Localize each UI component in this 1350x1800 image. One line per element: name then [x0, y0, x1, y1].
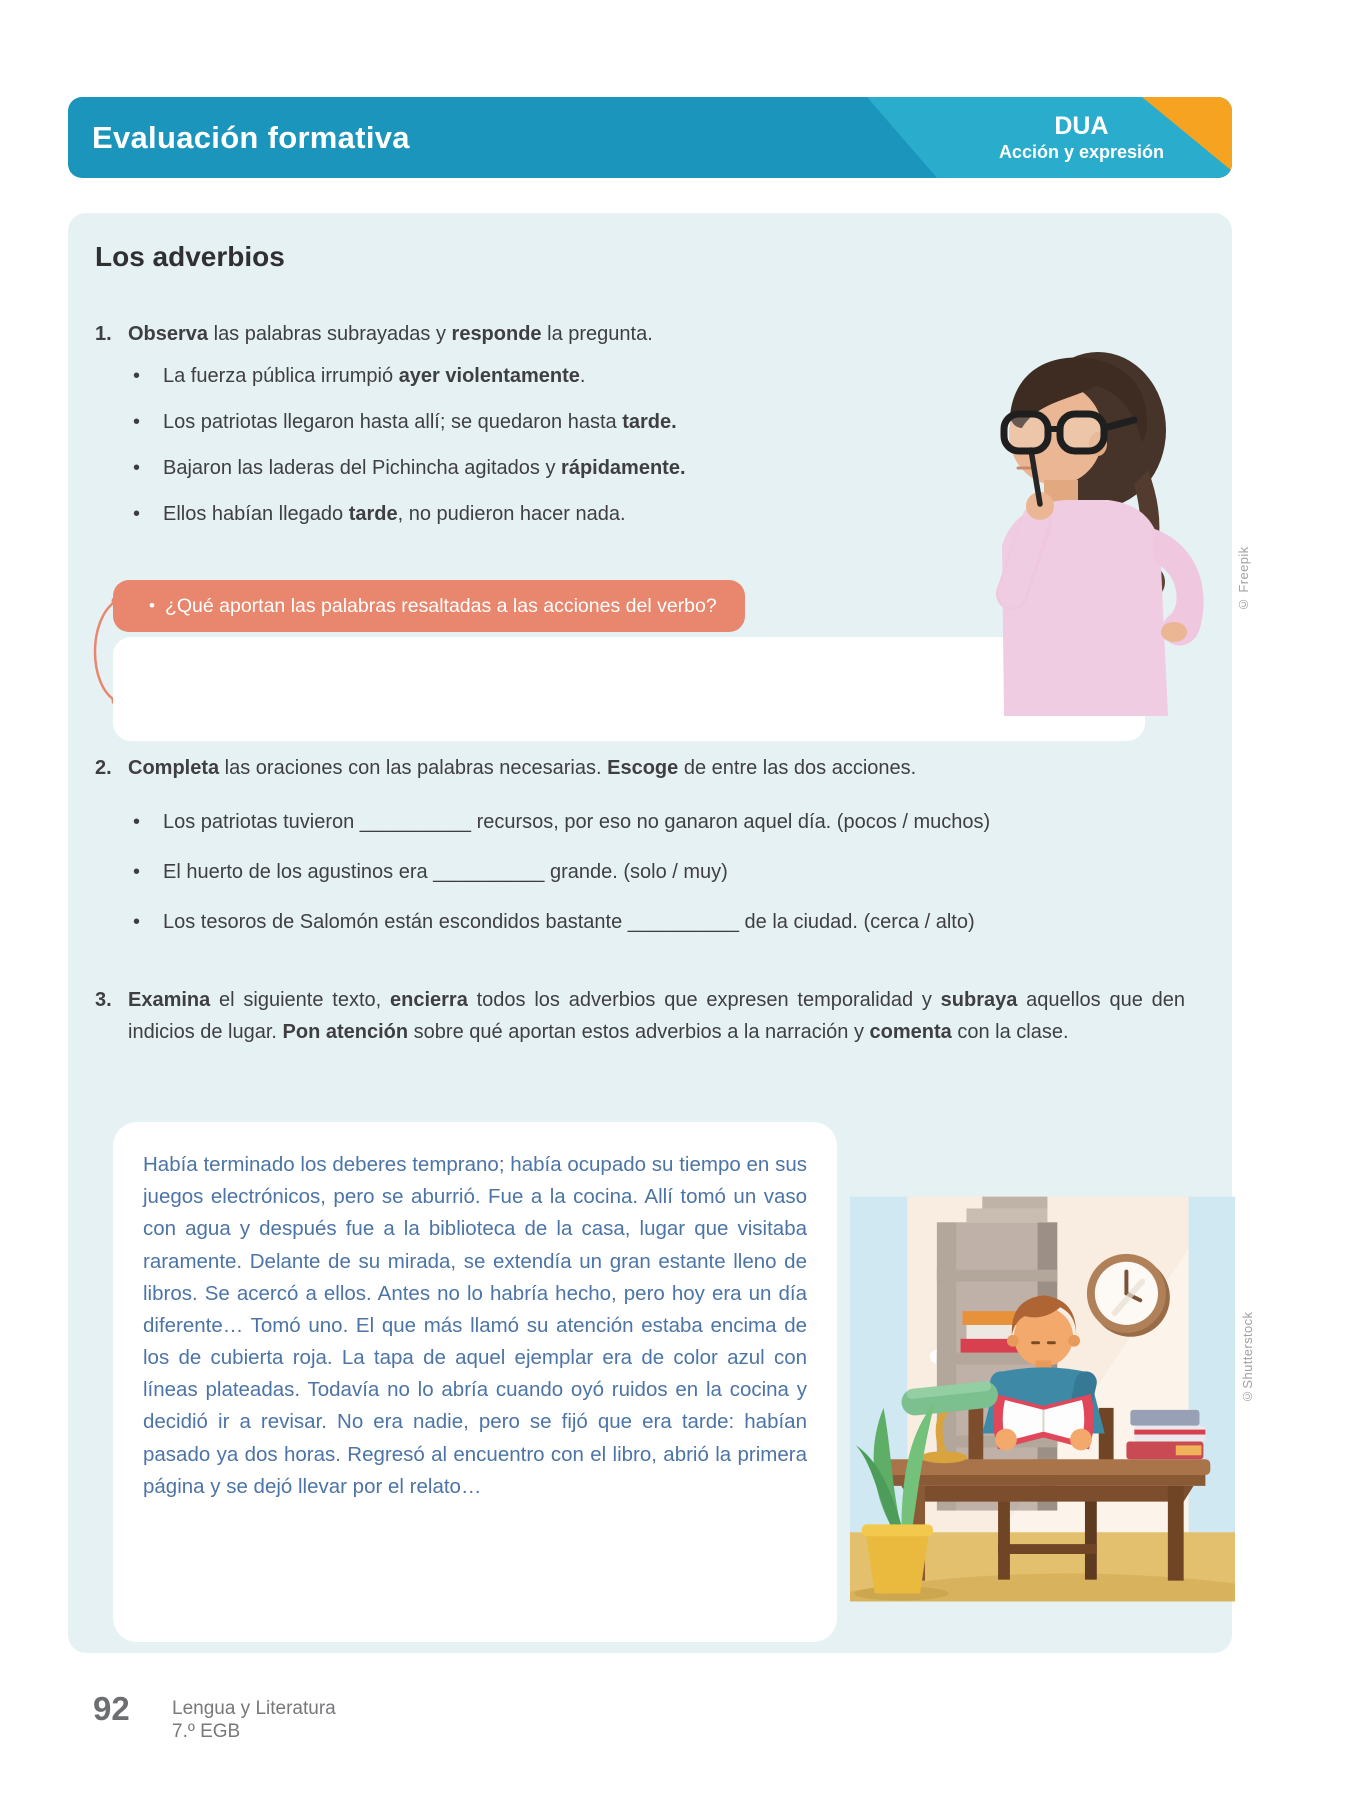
- exercise3-instruction: [95, 985, 1185, 1048]
- bullet-icon: •: [149, 596, 155, 615]
- list-item: [133, 457, 686, 480]
- exercise3-number: 3.: [95, 989, 112, 1011]
- sentence: Los patriotas llegaron hasta allí; se quedaron hasta tarde.: [163, 411, 677, 433]
- photo-credit: © Freepik: [1236, 546, 1251, 612]
- bullet-icon: •: [133, 811, 141, 833]
- sentence: Los patriotas tuvieron __________ recursos, por eso no ganaron aquel día. (pocos / muchos): [163, 811, 991, 833]
- list-item: [133, 503, 626, 526]
- page-number: 92: [93, 1690, 130, 1727]
- dua-sublabel: Acción y expresión: [998, 141, 1164, 162]
- bullet-icon: •: [133, 365, 141, 387]
- fill-blank-item[interactable]: [133, 811, 990, 834]
- sentence: Los tesoros de Salomón están escondidos bastante __________ de la ciudad. (cerca / alto): [163, 911, 975, 933]
- question-banner: [113, 580, 745, 632]
- lesson-title: Los adverbios: [95, 241, 285, 272]
- bullet-icon: •: [133, 457, 141, 479]
- bullet-icon: •: [133, 861, 141, 883]
- exercise1-text: Observa las palabras subrayadas y responde la pregunta.: [128, 323, 653, 345]
- footer-grade: 7.º EGB: [172, 1721, 241, 1743]
- exercise3-text: Examina el siguiente texto, encierra todos los adverbios que expresen temporalidad y subraya aquellos que den indicios de lugar. Pon atención sobre qué aportan estos adverbios a la narración y comenta con la clase.: [128, 989, 1185, 1043]
- header-banner: [68, 97, 1232, 178]
- boy-reading-illustration: [850, 1195, 1235, 1603]
- sentence: Bajaron las laderas del Pichincha agitados y rápidamente.: [163, 457, 686, 479]
- bullet-icon: •: [133, 503, 141, 525]
- exercise2-text: Completa las oraciones con las palabras necesarias. Escoge de entre las dos acciones.: [128, 757, 917, 779]
- question-text: ¿Qué aportan las palabras resaltadas a las acciones del verbo?: [164, 594, 717, 617]
- dua-badge: [999, 112, 1164, 162]
- fill-blank-item[interactable]: [133, 911, 975, 934]
- bullet-icon: •: [133, 911, 141, 933]
- list-item: [133, 411, 677, 434]
- fill-blank-item[interactable]: [133, 861, 728, 884]
- exercise1-number: 1.: [95, 323, 112, 345]
- dua-label: DUA: [1054, 111, 1109, 140]
- footer-subject: Lengua y Literatura: [172, 1698, 336, 1719]
- bullet-icon: •: [133, 411, 141, 433]
- story-box: [113, 1122, 837, 1642]
- exercise2-instruction: [95, 753, 916, 783]
- exercise2-number: 2.: [95, 757, 112, 779]
- sentence: Ellos habían llegado tarde, no pudieron hacer nada.: [163, 503, 626, 525]
- story-text: Había terminado los deberes temprano; había ocupado su tiempo en sus juegos electrónicos, pero se aburrió. Fue a la cocina. Allí tomó un vaso con agua y después fue a la biblioteca de la casa, lugar que visitaba raramente. Delante de su mirada, se extendía un gran estante lleno de libros. Se acercó a ellos. Antes no lo habría hecho, pero hoy era un día diferente… Tomó uno. El que más llamó su atención estaba encima de los de cubierta roja. La tapa de aquel ejemplar era de color azul con líneas plateadas. Todavía no lo abría cuando oyó ruidos en la cocina y decidió ir a revisar. No era nadie, pero se fijó que era tarde: habían pasado ya dos horas. Regresó al encuentro con el libro, abrió la primera página y se dejó llevar por el relato…: [143, 1153, 807, 1498]
- footer-meta: [172, 1697, 336, 1743]
- thinking-girl-photo: [948, 330, 1236, 716]
- sentence: El huerto de los agustinos era __________ grande. (solo / muy): [163, 861, 728, 883]
- page-title: Evaluación formativa: [92, 119, 410, 155]
- list-item: [133, 365, 585, 388]
- illustration-credit: ©Shutterstock: [1240, 1311, 1255, 1404]
- sentence: La fuerza pública irrumpió ayer violentamente.: [163, 365, 586, 387]
- exercise1-instruction: [95, 319, 653, 349]
